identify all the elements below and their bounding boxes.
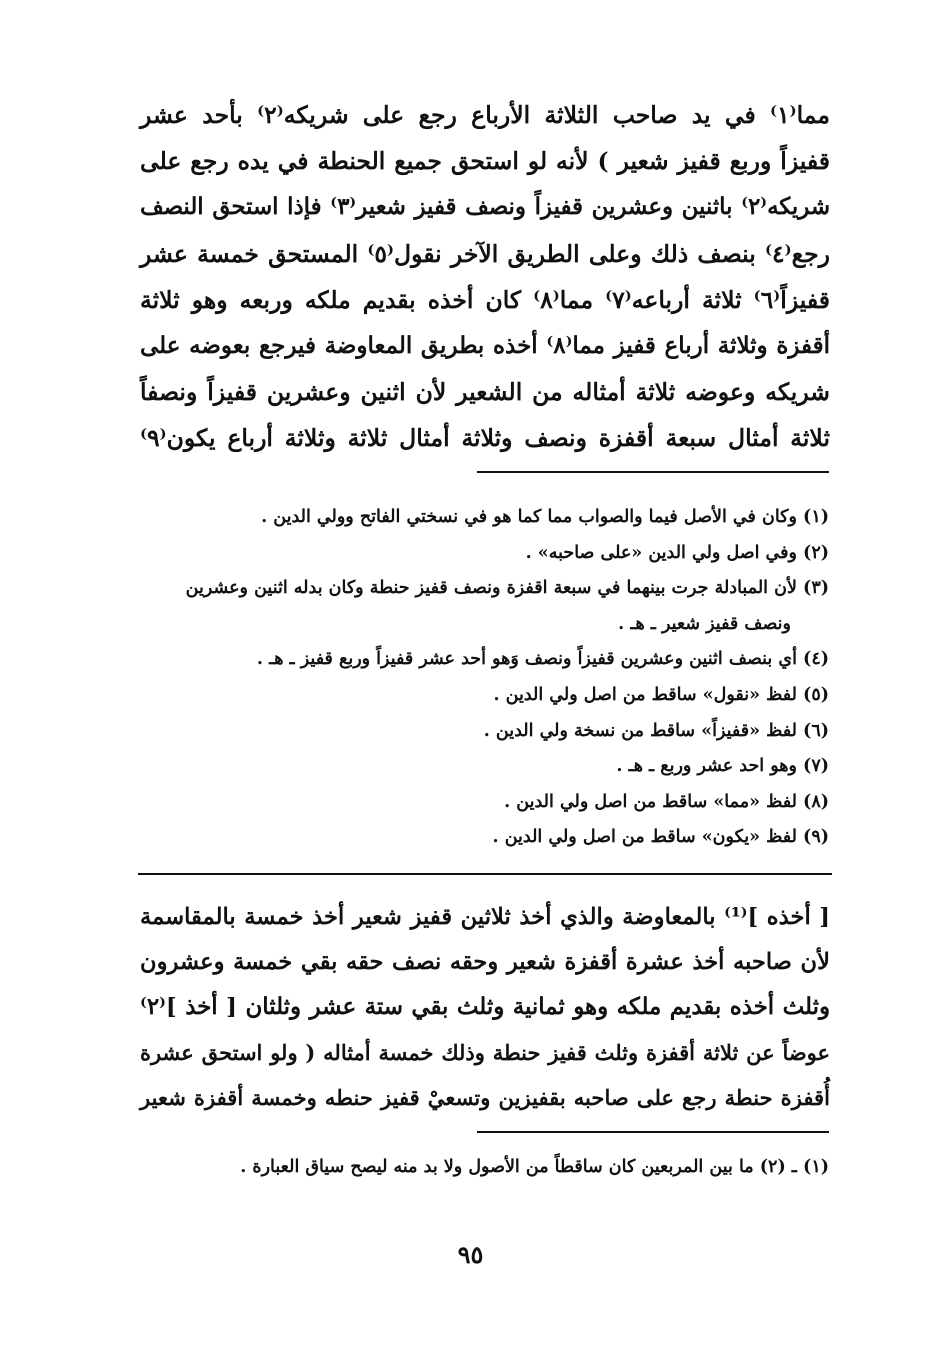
text-line: شريكه وعوضه ثلاثة أمثاله من الشعير لأن اثنين وعشرين قفيزاً ونصفاً	[140, 378, 830, 407]
footnote: (٣) لأن المبادلة جرت بينهما في سبعة اقفزة ونصف قفيز حنطة وكان بدله اثنين وعشرين	[185, 578, 829, 599]
page-number: ٩٥	[457, 1240, 484, 1269]
footnote: (٨) لفظ «مما» ساقط من اصل ولي الدين .	[504, 791, 829, 812]
footnote: (٢) وفي اصل ولي الدين «على صاحبه» .	[525, 542, 829, 563]
footnote: (٥) لفظ «نقول» ساقط من اصل ولي الدين .	[493, 684, 829, 705]
text-line: شريكه⁽٢⁾ باثنين وعشرين قفيزاً ونصف قفيز شعير⁽٣⁾ فإذا استحق النصف	[140, 194, 830, 221]
text-line: مما⁽١⁾ في يد صاحب الثلاثة الأرباع رجع على شريكه⁽٢⁾ بأحد عشر	[140, 101, 830, 129]
footnote: (١) ـ (٢) ما بين المربعين كان ساقطاً من الأصول ولا بد منه ليصح سياق العبارة .	[240, 1157, 829, 1177]
footnotes-upper	[139, 500, 829, 856]
footnote: (٧) وهو احد عشر وربع ـ هـ .	[616, 756, 829, 777]
main-text-upper	[140, 92, 830, 462]
footnote-separator	[477, 471, 829, 473]
footnote: (٤) أي بنصف اثنين وعشرين قفيزاً ونصف وَهو أحد عشر قفيزاً وربع قفيز ـ هـ .	[256, 649, 829, 670]
text-line: لأن صاحبه أخذ عشرة أقفزة شعير وحقه نصف حقه بقي خمسة وعشرون	[140, 949, 830, 975]
footnote-separator	[477, 1131, 829, 1133]
section-divider	[138, 873, 832, 875]
text-line: عوضاً عن ثلاثة أقفزة وثلث قفيز حنطة وذلك خمسة أمثاله ( ولو استحق عشرة	[140, 1040, 830, 1065]
text-line: قفيزاً⁽٦⁾ ثلاثة أرباعه⁽٧⁾ مما⁽٨⁾ كان أخذه بقديم ملكه وربعه وهو ثلاثة	[140, 285, 831, 314]
text-line: أقفزة وثلاثة أرباع قفيز مما⁽٨⁾ أخذه بطريق المعاوضة فيرجع بعوضه على	[140, 332, 830, 360]
footnote: (٩) لفظ «يكون» ساقط من اصل ولي الدين .	[492, 827, 829, 848]
footnotes-lower	[139, 1152, 829, 1182]
footnote: (١) وكان في الأصل فيما والصواب مما كما هو في نسختي الفاتح وولي الدين .	[261, 507, 829, 527]
text-line: قفيزاً وربع قفيز شعير ) لأنه لو استحق جميع الحنطة في يده رجع على	[140, 147, 830, 176]
text-line: ثلاثة أمثال سبعة أقفزة ونصف وثلاثة أمثال ثلاثة وثلاثة أرباع يكون⁽٩⁾	[140, 424, 830, 453]
text-line: أُقفزة حنطة رجع على صاحبه بقفيزين وتسعيْ قفيز حنطه وخمسة أقفزة شعير	[140, 1085, 830, 1110]
main-text-lower	[140, 895, 830, 1120]
footnote-continuation: ونصف قفيز شعير ـ هـ .	[618, 613, 791, 634]
text-line: رجع⁽٤⁾ بنصف ذلك وعلى الطريق الآخر نقول⁽٥⁾ المستحق خمسة عشر	[140, 239, 830, 268]
footnote: (٦) لفظ «قفيزاً» ساقط من نسخة ولي الدين .	[483, 720, 829, 741]
text-line: وثلث أخذه بقديم ملكه وهو ثمانية وثلث بقي ستة عشر وثلثان [ أخذ ]⁽٢⁾	[140, 994, 830, 1020]
text-line: [ أخذه ]⁽¹⁾ بالمعاوضة والذي أخذ ثلاثين قفيز شعير أخذ خمسة بالمقاسمة	[140, 904, 830, 930]
